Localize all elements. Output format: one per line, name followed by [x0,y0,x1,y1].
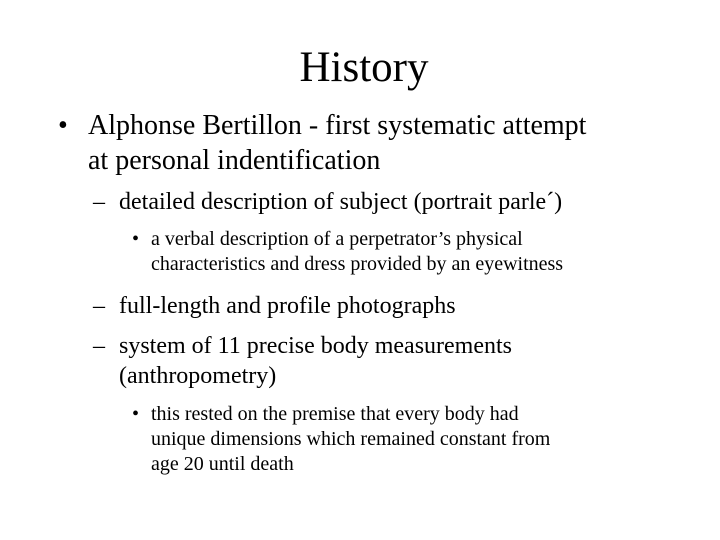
subsubbullet-marker: • [132,403,140,425]
bullet-text: Alphonse Bertillon - first systematic attempt at personal indentification [88,110,587,176]
subsubbullet-text: a verbal description of a perpetrator’s physical characteristics and dress provided by an eyewitness [151,228,564,275]
subbullet-marker: – [93,189,105,215]
subbullet-text: detailed description of subject (portrait parle´) [119,189,563,215]
subbullet-marker: – [93,293,105,319]
subsubbullet-marker: • [132,228,140,250]
subsubbullet-text: this rested on the premise that every body had unique dimensions which remained constant from age 20 until death [151,403,551,475]
bullet-item-bertillon [58,108,708,178]
slide-title: History [299,44,429,91]
subsubbullet-item-verbal-description [132,227,702,279]
subbullet-text: system of 11 precise body measurements (anthropometry) [119,333,513,389]
bullet-marker: • [58,110,68,141]
subbullet-item-description [93,187,703,219]
subbullet-text: full-length and profile photographs [119,293,456,319]
subbullet-item-photographs [93,291,703,323]
subsubbullet-item-premise [132,402,702,480]
subbullet-marker: – [93,333,105,359]
subbullet-item-measurements [93,331,703,393]
